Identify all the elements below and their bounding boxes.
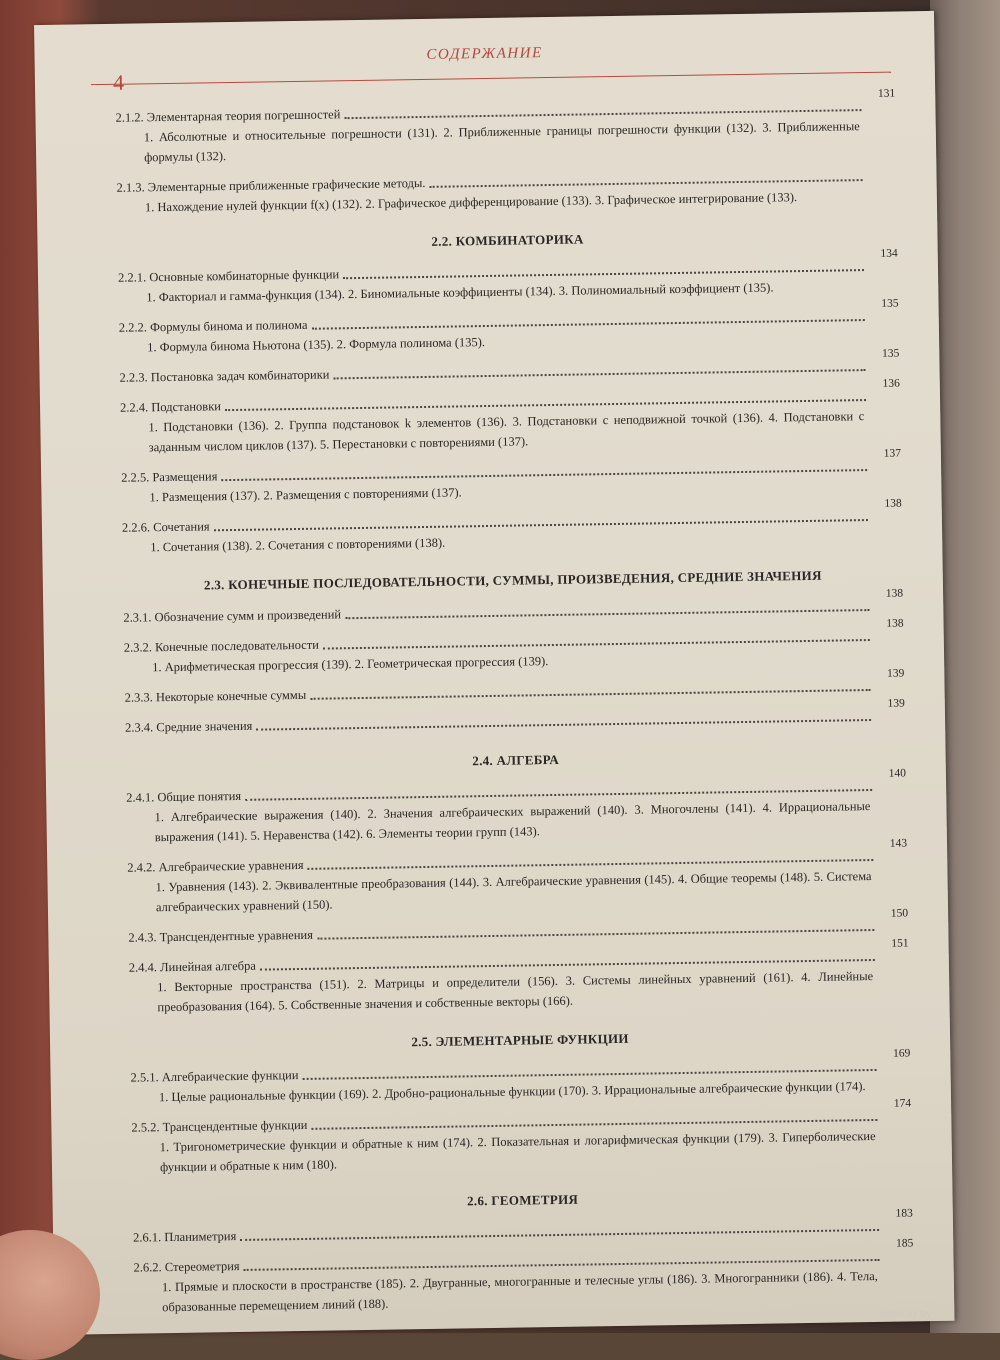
entry-page-number: 137 [883, 447, 901, 460]
entry-description: 1. Векторные пространства (151). 2. Матрицы и определители (156). 3. Системы линейных уравнений (161). 4. Линейные преобразования (164). 5. Собственные значения и собственные векторы (166). [157, 969, 874, 1015]
entry-description: 1. Факториал и гамма-функция (134). 2. Биномиальные коэффициенты (134). 3. Полиномиальный коэффициент (135). [146, 280, 774, 305]
toc-entry [123, 617, 905, 677]
entry-title: 2.3.1. Обозначение сумм и произведений [123, 607, 342, 625]
entry-page-number [862, 174, 896, 175]
page-number: 4 [112, 69, 125, 95]
entry-page-number: 138 [884, 497, 902, 510]
section-title: 2.4. АЛГЕБРА [472, 751, 560, 769]
entry-description: 1. Нахождение нулей функции f(x) (132). 2. Графическое дифференцирование (133). 3. Графическое интегрирование (133). [144, 190, 798, 215]
entry-description: 1. Сочетания (138). 2. Сочетания с повторениями (138). [150, 535, 446, 555]
entry-page-number: 139 [887, 667, 905, 680]
entry-page-number: 134 [880, 247, 898, 260]
dot-leader [333, 369, 865, 379]
entry-description: 1. Тригонометрические функции и обратные к ним (174). 2. Показательная и логарифмическая функции (179). 3. Гиперболические функции и обратные к ним (180). [159, 1128, 876, 1175]
entry-page-number: 183 [895, 1207, 913, 1220]
entry-title: 2.5.2. Трансцендентные функции [131, 1117, 308, 1135]
entry-title: 2.1.2. Элементарная теория погрешностей [115, 107, 341, 125]
entry-page-number: 138 [885, 587, 904, 600]
toc-entry [118, 297, 900, 358]
entry-title: 2.6.2. Стереометрия [133, 1258, 240, 1275]
dot-leader [240, 1229, 879, 1241]
section-title: 2.3. КОНЕЧНЫЕ ПОСЛЕДОВАТЕЛЬНОСТИ, СУММЫ, ПРОИЗВЕДЕНИЯ, СРЕДНИЕ ЗНАЧЕНИЯ [203, 567, 822, 593]
entry-page-number: 150 [890, 907, 909, 920]
page-header-title: СОДЕРЖАНИЕ [426, 45, 543, 63]
dot-leader [317, 929, 874, 940]
entry-title: 2.3.2. Конечные последовательности [123, 637, 320, 655]
entry-title: 2.2.5. Размещения [121, 469, 218, 485]
entry-page-number: 136 [882, 377, 900, 390]
entry-page-number: 169 [892, 1047, 911, 1060]
entry-title: 2.6.1. Планиметрия [133, 1229, 237, 1245]
toc-entry [121, 447, 902, 508]
entry-title: 2.2.1. Основные комбинаторные функции [117, 267, 340, 285]
toc-entry [128, 937, 910, 1017]
table-of-contents [115, 87, 914, 1328]
entry-page-number: 140 [888, 767, 907, 780]
entry-page-number: 174 [893, 1097, 912, 1110]
entry-description: 1. Уравнения (143). 2. Эквивалентные преобразования (144). 3. Алгебраические уравнения (145). 4. Общие теоремы (148). 5. Система алгебраических уравнений (150). [155, 869, 872, 915]
entry-description: 1. Арифметическая прогрессия (139). 2. Геометрическая прогрессия (139). [152, 654, 549, 675]
toc-entry [117, 247, 899, 308]
entry-page-number: 185 [895, 1237, 914, 1250]
entry-title: 2.4.3. Трансцендентные уравнения [128, 927, 314, 945]
entry-description: 1. Абсолютные и относительные погрешности (131). 2. Приближенные границы погрешности функции (132). 3. Приближенные формулы (132). [143, 119, 860, 165]
toc-entry [124, 697, 905, 737]
entry-page-number: 151 [891, 937, 909, 950]
entry-title: 2.4.2. Алгебраические уравнения [127, 857, 304, 875]
toc-entry [115, 87, 896, 168]
entry-description: 1. Размещения (137). 2. Размещения с повторениями (137). [149, 485, 462, 505]
toc-entry [127, 837, 908, 917]
entry-page-number: 139 [887, 697, 905, 710]
entry-page-number: 131 [877, 87, 896, 100]
entry-description: 1. Формула бинома Ньютона (135). 2. Формула полинома (135). [147, 335, 486, 355]
entry-description: 1. Алгебраические выражения (140). 2. Значения алгебраических выражений (140). 3. Многочлены (141). 4. Иррациональные выражения (141). 5. Неравенства (142). 6. Элементы теории групп (143). [154, 799, 871, 845]
entry-title: 2.5.1. Алгебраические функции [130, 1068, 299, 1085]
toc-entry [133, 1207, 913, 1247]
section-title: 2.5. ЭЛЕМЕНТАРНЫЕ ФУНКЦИИ [411, 1030, 629, 1050]
entry-description: 1. Подстановки (136). 2. Группа подстановок k элементов (136). 3. Подстановки с неподвижной точкой (136). 4. Подстановки с заданным числом циклов (137). 5. Перестановки с повторениями (137). [148, 409, 865, 455]
entry-title: 2.1.3. Элементарные приближенные графические методы. [116, 175, 426, 195]
entry-title: 2.4.4. Линейная алгебра [128, 958, 256, 975]
dot-leader [345, 609, 869, 619]
toc-entry [116, 166, 897, 218]
toc-entry [130, 1047, 911, 1107]
entry-title: 2.3.4. Средние значения [124, 718, 253, 735]
entry-title: 2.2.4. Подстановки [119, 399, 222, 415]
entry-title: 2.4.1. Общие понятия [126, 788, 242, 805]
watermark: www.ay.by [880, 1308, 932, 1320]
toc-entry [126, 767, 907, 847]
section-title: 2.2. КОМБИНАТОРИКА [431, 231, 584, 249]
entry-title: 2.3.3. Некоторые конечные суммы [124, 687, 307, 705]
section-title: 2.6. ГЕОМЕТРИЯ [466, 1191, 579, 1209]
entry-page-number: 138 [886, 617, 904, 630]
toc-entry [128, 907, 909, 947]
toc-entry [121, 497, 903, 557]
entry-page-number: 135 [881, 347, 900, 360]
toc-entry [124, 667, 905, 707]
entry-title: 2.2.2. Формулы бинома и полинома [118, 317, 308, 335]
entry-description: 1. Прямые и плоскости в пространстве (185). 2. Двугранные, многогранные и телесные углы (186). 3. Многогранники (186). 4. Тела, образованные перемещением линий (188). [161, 1268, 878, 1315]
dot-leader [310, 689, 870, 700]
entry-description: 1. Целые рациональные функции (169). 2. Дробно-рациональные функции (170). 3. Иррациональные алгебраические функции (174). [158, 1079, 866, 1105]
entry-title: 2.2.3. Постановка задач комбинаторики [119, 367, 330, 385]
entry-page-number: 135 [881, 297, 899, 310]
entry-page-number: 143 [889, 837, 908, 850]
toc-entry [131, 1097, 912, 1177]
toc-entry [119, 347, 900, 388]
header-rule [91, 72, 891, 86]
dot-leader [256, 719, 871, 731]
toc-entry [119, 377, 901, 458]
book-page [34, 11, 954, 1335]
entry-title: 2.2.6. Сочетания [121, 519, 210, 535]
toc-entry [123, 587, 904, 627]
